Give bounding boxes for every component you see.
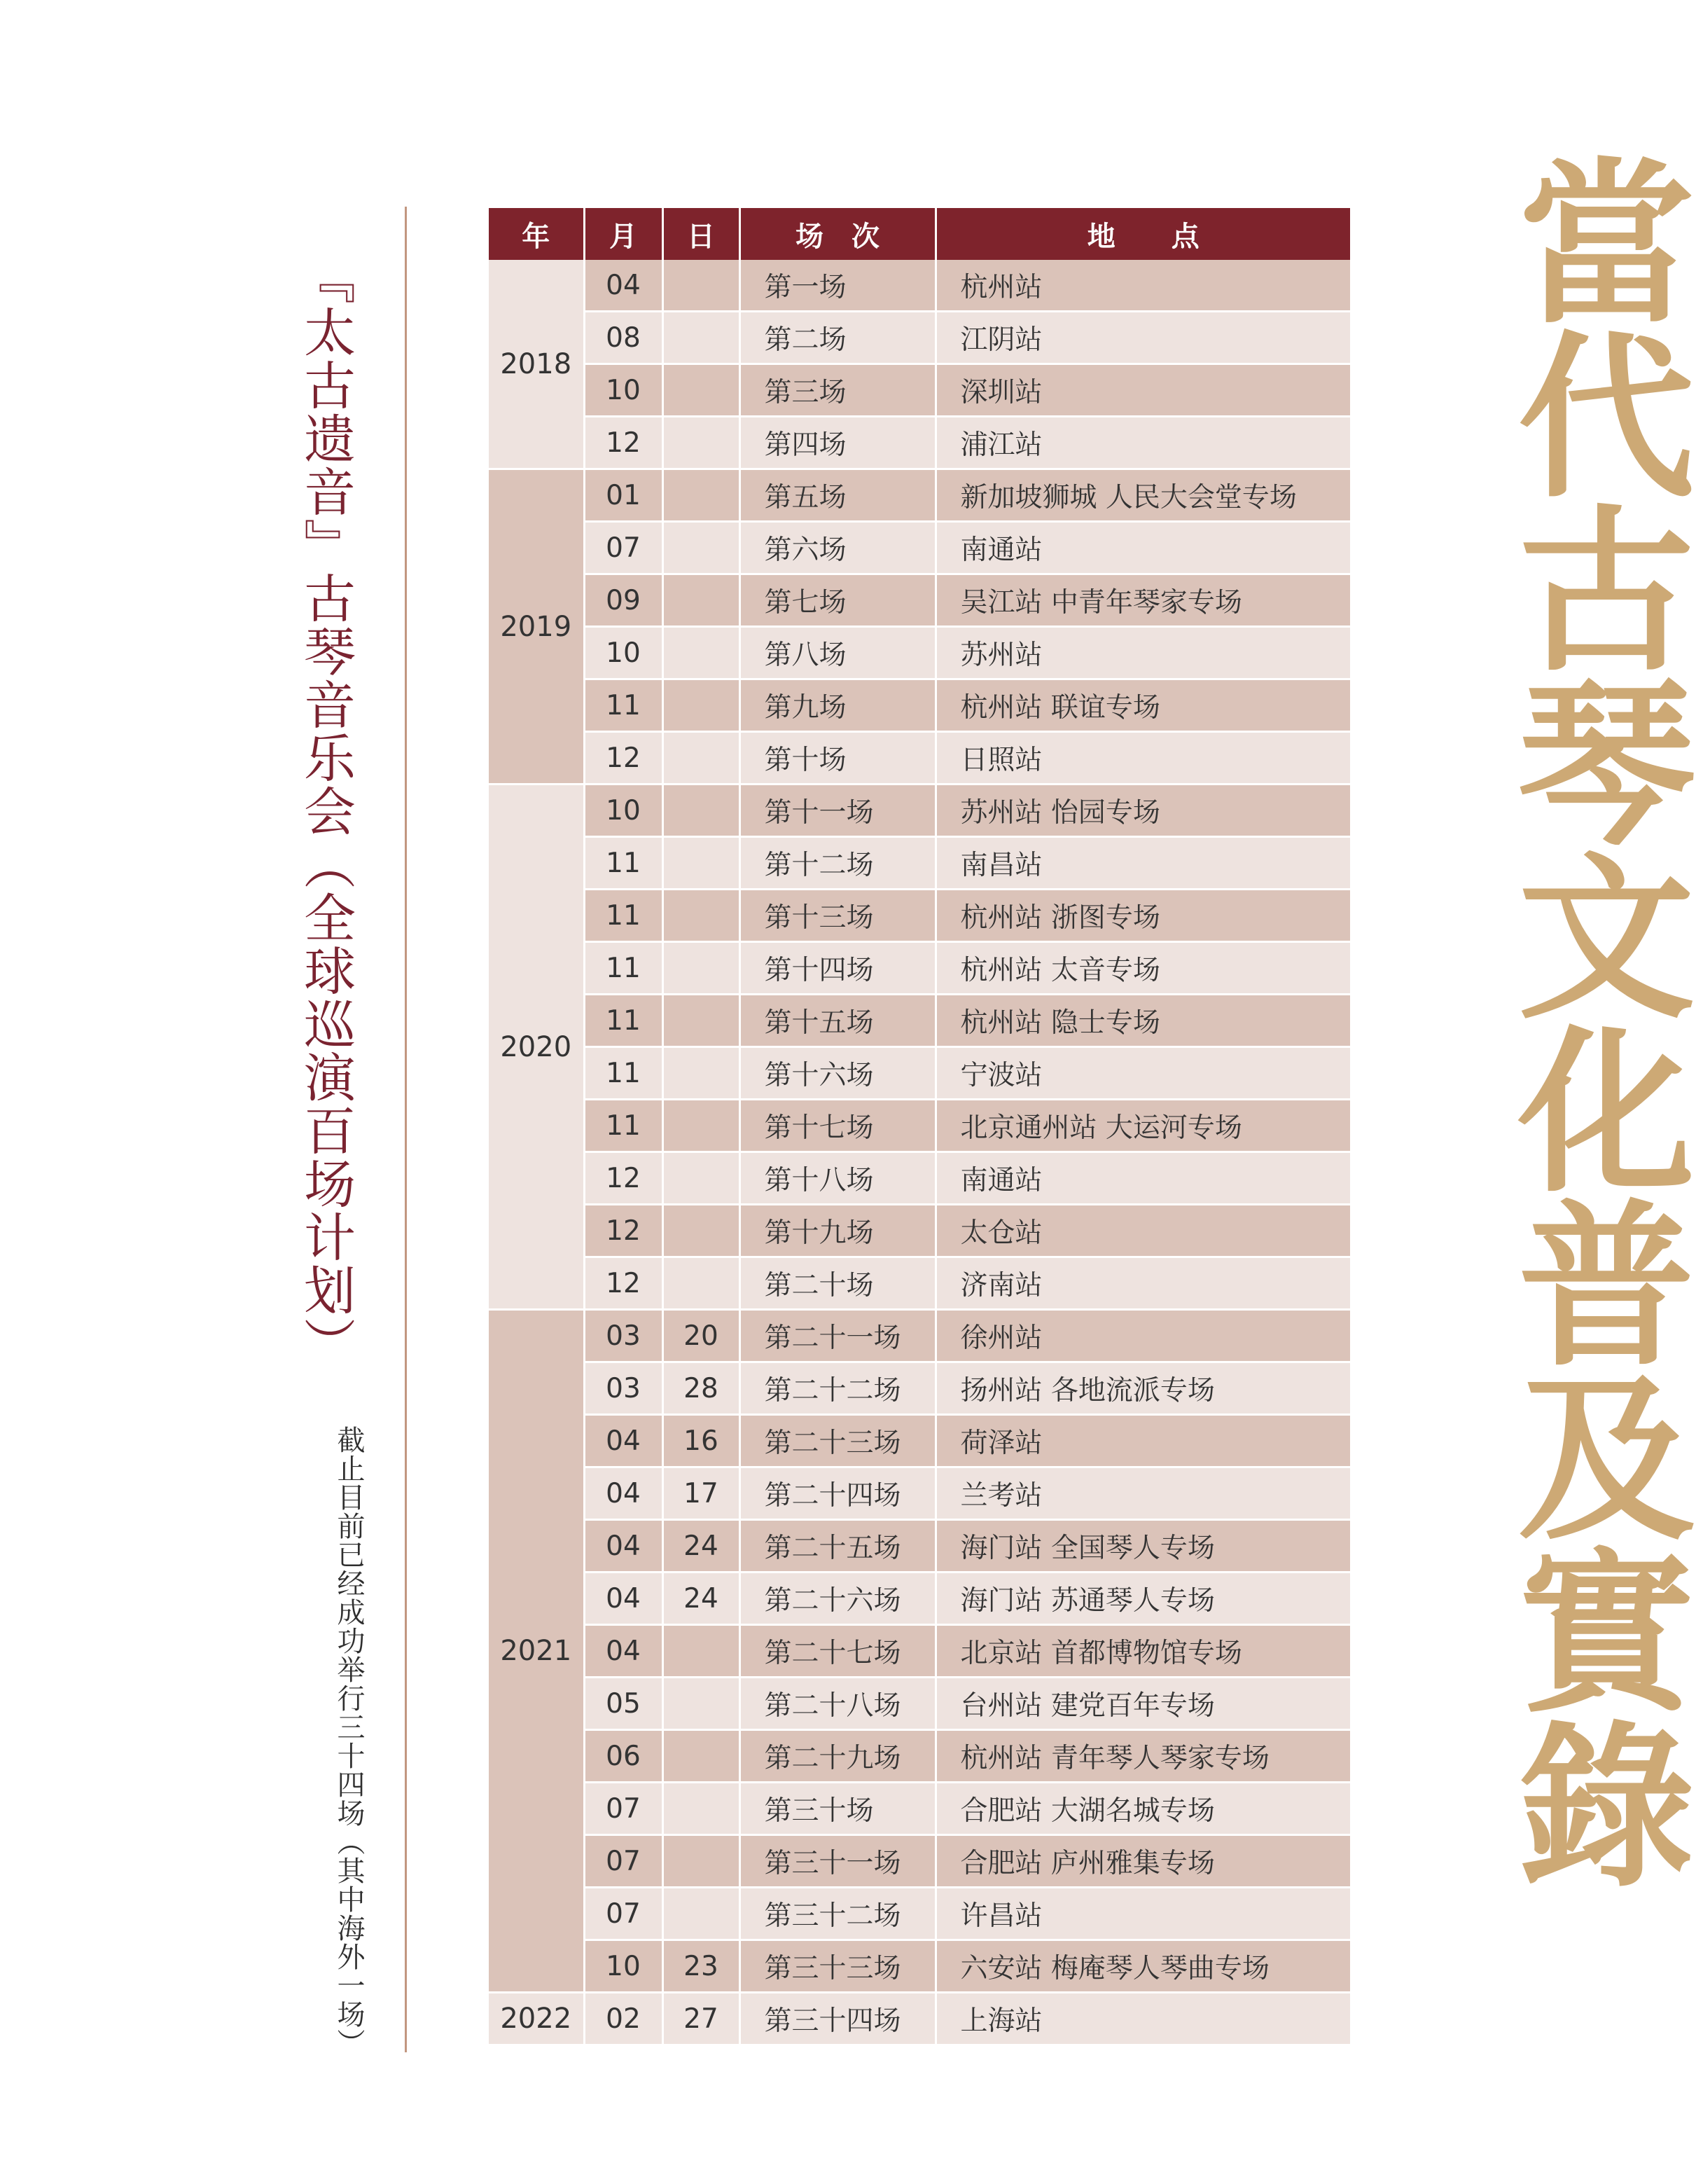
cell-location: 杭州站 青年琴人琴家专场 bbox=[936, 1730, 1350, 1783]
cell-session: 第九场 bbox=[739, 679, 936, 732]
table-row bbox=[489, 469, 1350, 522]
cell-session: 第十八场 bbox=[739, 1152, 936, 1205]
cell-day bbox=[662, 312, 739, 364]
cell-location: 南通站 bbox=[936, 522, 1350, 574]
cell-day bbox=[662, 837, 739, 890]
cell-month: 11 bbox=[584, 837, 662, 890]
cell-location: 太仓站 bbox=[936, 1205, 1350, 1257]
cell-month: 12 bbox=[584, 1152, 662, 1205]
cell-location: 北京通州站 大运河专场 bbox=[936, 1100, 1350, 1152]
table-row bbox=[489, 1783, 1350, 1835]
cell-location: 杭州站 太音专场 bbox=[936, 942, 1350, 995]
cell-location: 南通站 bbox=[936, 1152, 1350, 1205]
cell-session: 第十一场 bbox=[739, 785, 936, 837]
header-month: 月 bbox=[584, 208, 662, 260]
cell-location: 扬州站 各地流派专场 bbox=[936, 1362, 1350, 1415]
cell-day bbox=[662, 522, 739, 574]
cell-day: 24 bbox=[662, 1520, 739, 1573]
cell-location: 许昌站 bbox=[936, 1888, 1350, 1940]
cell-day bbox=[662, 1625, 739, 1678]
cell-month: 08 bbox=[584, 312, 662, 364]
cell-session: 第二十场 bbox=[739, 1257, 936, 1310]
cell-month: 12 bbox=[584, 1257, 662, 1310]
cell-day bbox=[662, 627, 739, 679]
cell-day bbox=[662, 1257, 739, 1310]
cell-session: 第一场 bbox=[739, 260, 936, 312]
cell-month: 12 bbox=[584, 417, 662, 469]
cell-session: 第二十八场 bbox=[739, 1678, 936, 1730]
cell-day bbox=[662, 679, 739, 732]
cell-month: 04 bbox=[584, 260, 662, 312]
cell-location: 合肥站 大湖名城专场 bbox=[936, 1783, 1350, 1835]
cell-month: 11 bbox=[584, 942, 662, 995]
cell-day bbox=[662, 1205, 739, 1257]
concert-schedule-table bbox=[489, 208, 1350, 2046]
cell-month: 04 bbox=[584, 1520, 662, 1573]
cell-location: 吴江站 中青年琴家专场 bbox=[936, 574, 1350, 627]
cell-day bbox=[662, 1100, 739, 1152]
cell-session: 第三十一场 bbox=[739, 1835, 936, 1888]
cell-month: 12 bbox=[584, 732, 662, 785]
cell-day bbox=[662, 260, 739, 312]
table-row bbox=[489, 1100, 1350, 1152]
table-row bbox=[489, 364, 1350, 417]
side-note: 截止目前已经成功举行三十四场（其中海外一场） bbox=[333, 1425, 365, 2057]
table-row bbox=[489, 1310, 1350, 1362]
cell-location: 上海站 bbox=[936, 1993, 1350, 2045]
table-row bbox=[489, 1573, 1350, 1625]
table-row bbox=[489, 1678, 1350, 1730]
table-row bbox=[489, 1152, 1350, 1205]
cell-location: 杭州站 bbox=[936, 260, 1350, 312]
cell-session: 第八场 bbox=[739, 627, 936, 679]
cell-session: 第二十一场 bbox=[739, 1310, 936, 1362]
cell-month: 04 bbox=[584, 1573, 662, 1625]
cell-session: 第七场 bbox=[739, 574, 936, 627]
cell-session: 第十二场 bbox=[739, 837, 936, 890]
table-row bbox=[489, 732, 1350, 785]
cell-location: 台州站 建党百年专场 bbox=[936, 1678, 1350, 1730]
table-body bbox=[489, 260, 1350, 2045]
divider-line bbox=[405, 207, 407, 2052]
cell-session: 第二十二场 bbox=[739, 1362, 936, 1415]
cell-location: 宁波站 bbox=[936, 1047, 1350, 1100]
cell-month: 02 bbox=[584, 1993, 662, 2045]
header-session: 场 次 bbox=[739, 208, 936, 260]
cell-month: 03 bbox=[584, 1362, 662, 1415]
cell-session: 第二场 bbox=[739, 312, 936, 364]
cell-session: 第二十三场 bbox=[739, 1415, 936, 1467]
table-header-row bbox=[489, 208, 1350, 260]
table-row bbox=[489, 1047, 1350, 1100]
cell-session: 第二十九场 bbox=[739, 1730, 936, 1783]
cell-location: 苏州站 bbox=[936, 627, 1350, 679]
table-row bbox=[489, 522, 1350, 574]
cell-month: 12 bbox=[584, 1205, 662, 1257]
cell-month: 09 bbox=[584, 574, 662, 627]
cell-session: 第二十五场 bbox=[739, 1520, 936, 1573]
cell-session: 第三场 bbox=[739, 364, 936, 417]
cell-location: 杭州站 联谊专场 bbox=[936, 679, 1350, 732]
table-row bbox=[489, 837, 1350, 890]
cell-day bbox=[662, 1152, 739, 1205]
cell-month: 10 bbox=[584, 627, 662, 679]
cell-day: 24 bbox=[662, 1573, 739, 1625]
table-row bbox=[489, 679, 1350, 732]
cell-month: 10 bbox=[584, 364, 662, 417]
cell-day bbox=[662, 1730, 739, 1783]
cell-session: 第十四场 bbox=[739, 942, 936, 995]
cell-session: 第四场 bbox=[739, 417, 936, 469]
cell-month: 07 bbox=[584, 1888, 662, 1940]
cell-session: 第二十七场 bbox=[739, 1625, 936, 1678]
table-row bbox=[489, 1835, 1350, 1888]
cell-day: 17 bbox=[662, 1467, 739, 1520]
cell-location: 新加坡狮城 人民大会堂专场 bbox=[936, 469, 1350, 522]
cell-location: 江阴站 bbox=[936, 312, 1350, 364]
cell-month: 03 bbox=[584, 1310, 662, 1362]
cell-year: 2018 bbox=[489, 260, 584, 469]
cell-day bbox=[662, 942, 739, 995]
cell-month: 10 bbox=[584, 785, 662, 837]
cell-month: 11 bbox=[584, 1100, 662, 1152]
table-row bbox=[489, 1993, 1350, 2045]
cell-month: 05 bbox=[584, 1678, 662, 1730]
cell-month: 06 bbox=[584, 1730, 662, 1783]
cell-session: 第十六场 bbox=[739, 1047, 936, 1100]
cell-month: 11 bbox=[584, 1047, 662, 1100]
cell-day bbox=[662, 1888, 739, 1940]
table-row bbox=[489, 1940, 1350, 1993]
table-row bbox=[489, 260, 1350, 312]
cell-day bbox=[662, 574, 739, 627]
cell-session: 第十场 bbox=[739, 732, 936, 785]
cell-year: 2019 bbox=[489, 469, 584, 785]
cell-day bbox=[662, 469, 739, 522]
table-row bbox=[489, 1625, 1350, 1678]
cell-month: 04 bbox=[584, 1415, 662, 1467]
header-location: 地 点 bbox=[936, 208, 1350, 260]
cell-location: 六安站 梅庵琴人琴曲专场 bbox=[936, 1940, 1350, 1993]
table-row bbox=[489, 1415, 1350, 1467]
cell-location: 合肥站 庐州雅集专场 bbox=[936, 1835, 1350, 1888]
table-row bbox=[489, 574, 1350, 627]
cell-day: 16 bbox=[662, 1415, 739, 1467]
table-row bbox=[489, 1520, 1350, 1573]
header-year: 年 bbox=[489, 208, 584, 260]
cell-day bbox=[662, 1047, 739, 1100]
cell-location: 兰考站 bbox=[936, 1467, 1350, 1520]
cell-session: 第五场 bbox=[739, 469, 936, 522]
cell-year: 2022 bbox=[489, 1993, 584, 2045]
cell-session: 第三十四场 bbox=[739, 1993, 936, 2045]
table-row bbox=[489, 1730, 1350, 1783]
cell-day: 28 bbox=[662, 1362, 739, 1415]
cell-session: 第十五场 bbox=[739, 995, 936, 1047]
cell-day: 20 bbox=[662, 1310, 739, 1362]
cell-location: 荷泽站 bbox=[936, 1415, 1350, 1467]
cell-location: 深圳站 bbox=[936, 364, 1350, 417]
cell-day bbox=[662, 1835, 739, 1888]
table-row bbox=[489, 417, 1350, 469]
cell-location: 济南站 bbox=[936, 1257, 1350, 1310]
cell-day bbox=[662, 890, 739, 942]
cell-month: 07 bbox=[584, 1835, 662, 1888]
header-day: 日 bbox=[662, 208, 739, 260]
table-row bbox=[489, 1205, 1350, 1257]
cell-day bbox=[662, 364, 739, 417]
table-row bbox=[489, 1888, 1350, 1940]
cell-session: 第十七场 bbox=[739, 1100, 936, 1152]
cell-location: 日照站 bbox=[936, 732, 1350, 785]
cell-location: 苏州站 怡园专场 bbox=[936, 785, 1350, 837]
cell-session: 第三十三场 bbox=[739, 1940, 936, 1993]
table-row bbox=[489, 1467, 1350, 1520]
cell-location: 海门站 全国琴人专场 bbox=[936, 1520, 1350, 1573]
cell-day bbox=[662, 785, 739, 837]
cell-month: 11 bbox=[584, 890, 662, 942]
cell-session: 第三十场 bbox=[739, 1783, 936, 1835]
cell-month: 04 bbox=[584, 1625, 662, 1678]
table-row bbox=[489, 995, 1350, 1047]
calligraphy-title: 當代古琴文化普及實錄 bbox=[1489, 151, 1696, 1888]
cell-day bbox=[662, 1678, 739, 1730]
cell-session: 第十三场 bbox=[739, 890, 936, 942]
cell-session: 第三十二场 bbox=[739, 1888, 936, 1940]
cell-location: 浦江站 bbox=[936, 417, 1350, 469]
cell-month: 11 bbox=[584, 679, 662, 732]
cell-location: 杭州站 浙图专场 bbox=[936, 890, 1350, 942]
cell-day bbox=[662, 417, 739, 469]
table-row bbox=[489, 890, 1350, 942]
cell-month: 07 bbox=[584, 522, 662, 574]
cell-location: 北京站 首都博物馆专场 bbox=[936, 1625, 1350, 1678]
cell-month: 10 bbox=[584, 1940, 662, 1993]
cell-year: 2021 bbox=[489, 1310, 584, 1993]
table-row bbox=[489, 785, 1350, 837]
cell-day bbox=[662, 995, 739, 1047]
cell-location: 海门站 苏通琴人专场 bbox=[936, 1573, 1350, 1625]
cell-year: 2020 bbox=[489, 785, 584, 1310]
table-row bbox=[489, 312, 1350, 364]
cell-location: 徐州站 bbox=[936, 1310, 1350, 1362]
table-row bbox=[489, 627, 1350, 679]
cell-session: 第十九场 bbox=[739, 1205, 936, 1257]
cell-session: 第六场 bbox=[739, 522, 936, 574]
cell-location: 杭州站 隐士专场 bbox=[936, 995, 1350, 1047]
table-row bbox=[489, 1362, 1350, 1415]
cell-day: 27 bbox=[662, 1993, 739, 2045]
cell-month: 01 bbox=[584, 469, 662, 522]
table-row bbox=[489, 1257, 1350, 1310]
table-row bbox=[489, 942, 1350, 995]
cell-session: 第二十六场 bbox=[739, 1573, 936, 1625]
cell-day bbox=[662, 732, 739, 785]
cell-session: 第二十四场 bbox=[739, 1467, 936, 1520]
cell-month: 04 bbox=[584, 1467, 662, 1520]
cell-day: 23 bbox=[662, 1940, 739, 1993]
side-title: 『太古遗音』古琴音乐会（全球巡演百场计划） bbox=[296, 252, 356, 1370]
cell-month: 07 bbox=[584, 1783, 662, 1835]
cell-location: 南昌站 bbox=[936, 837, 1350, 890]
cell-day bbox=[662, 1783, 739, 1835]
cell-month: 11 bbox=[584, 995, 662, 1047]
